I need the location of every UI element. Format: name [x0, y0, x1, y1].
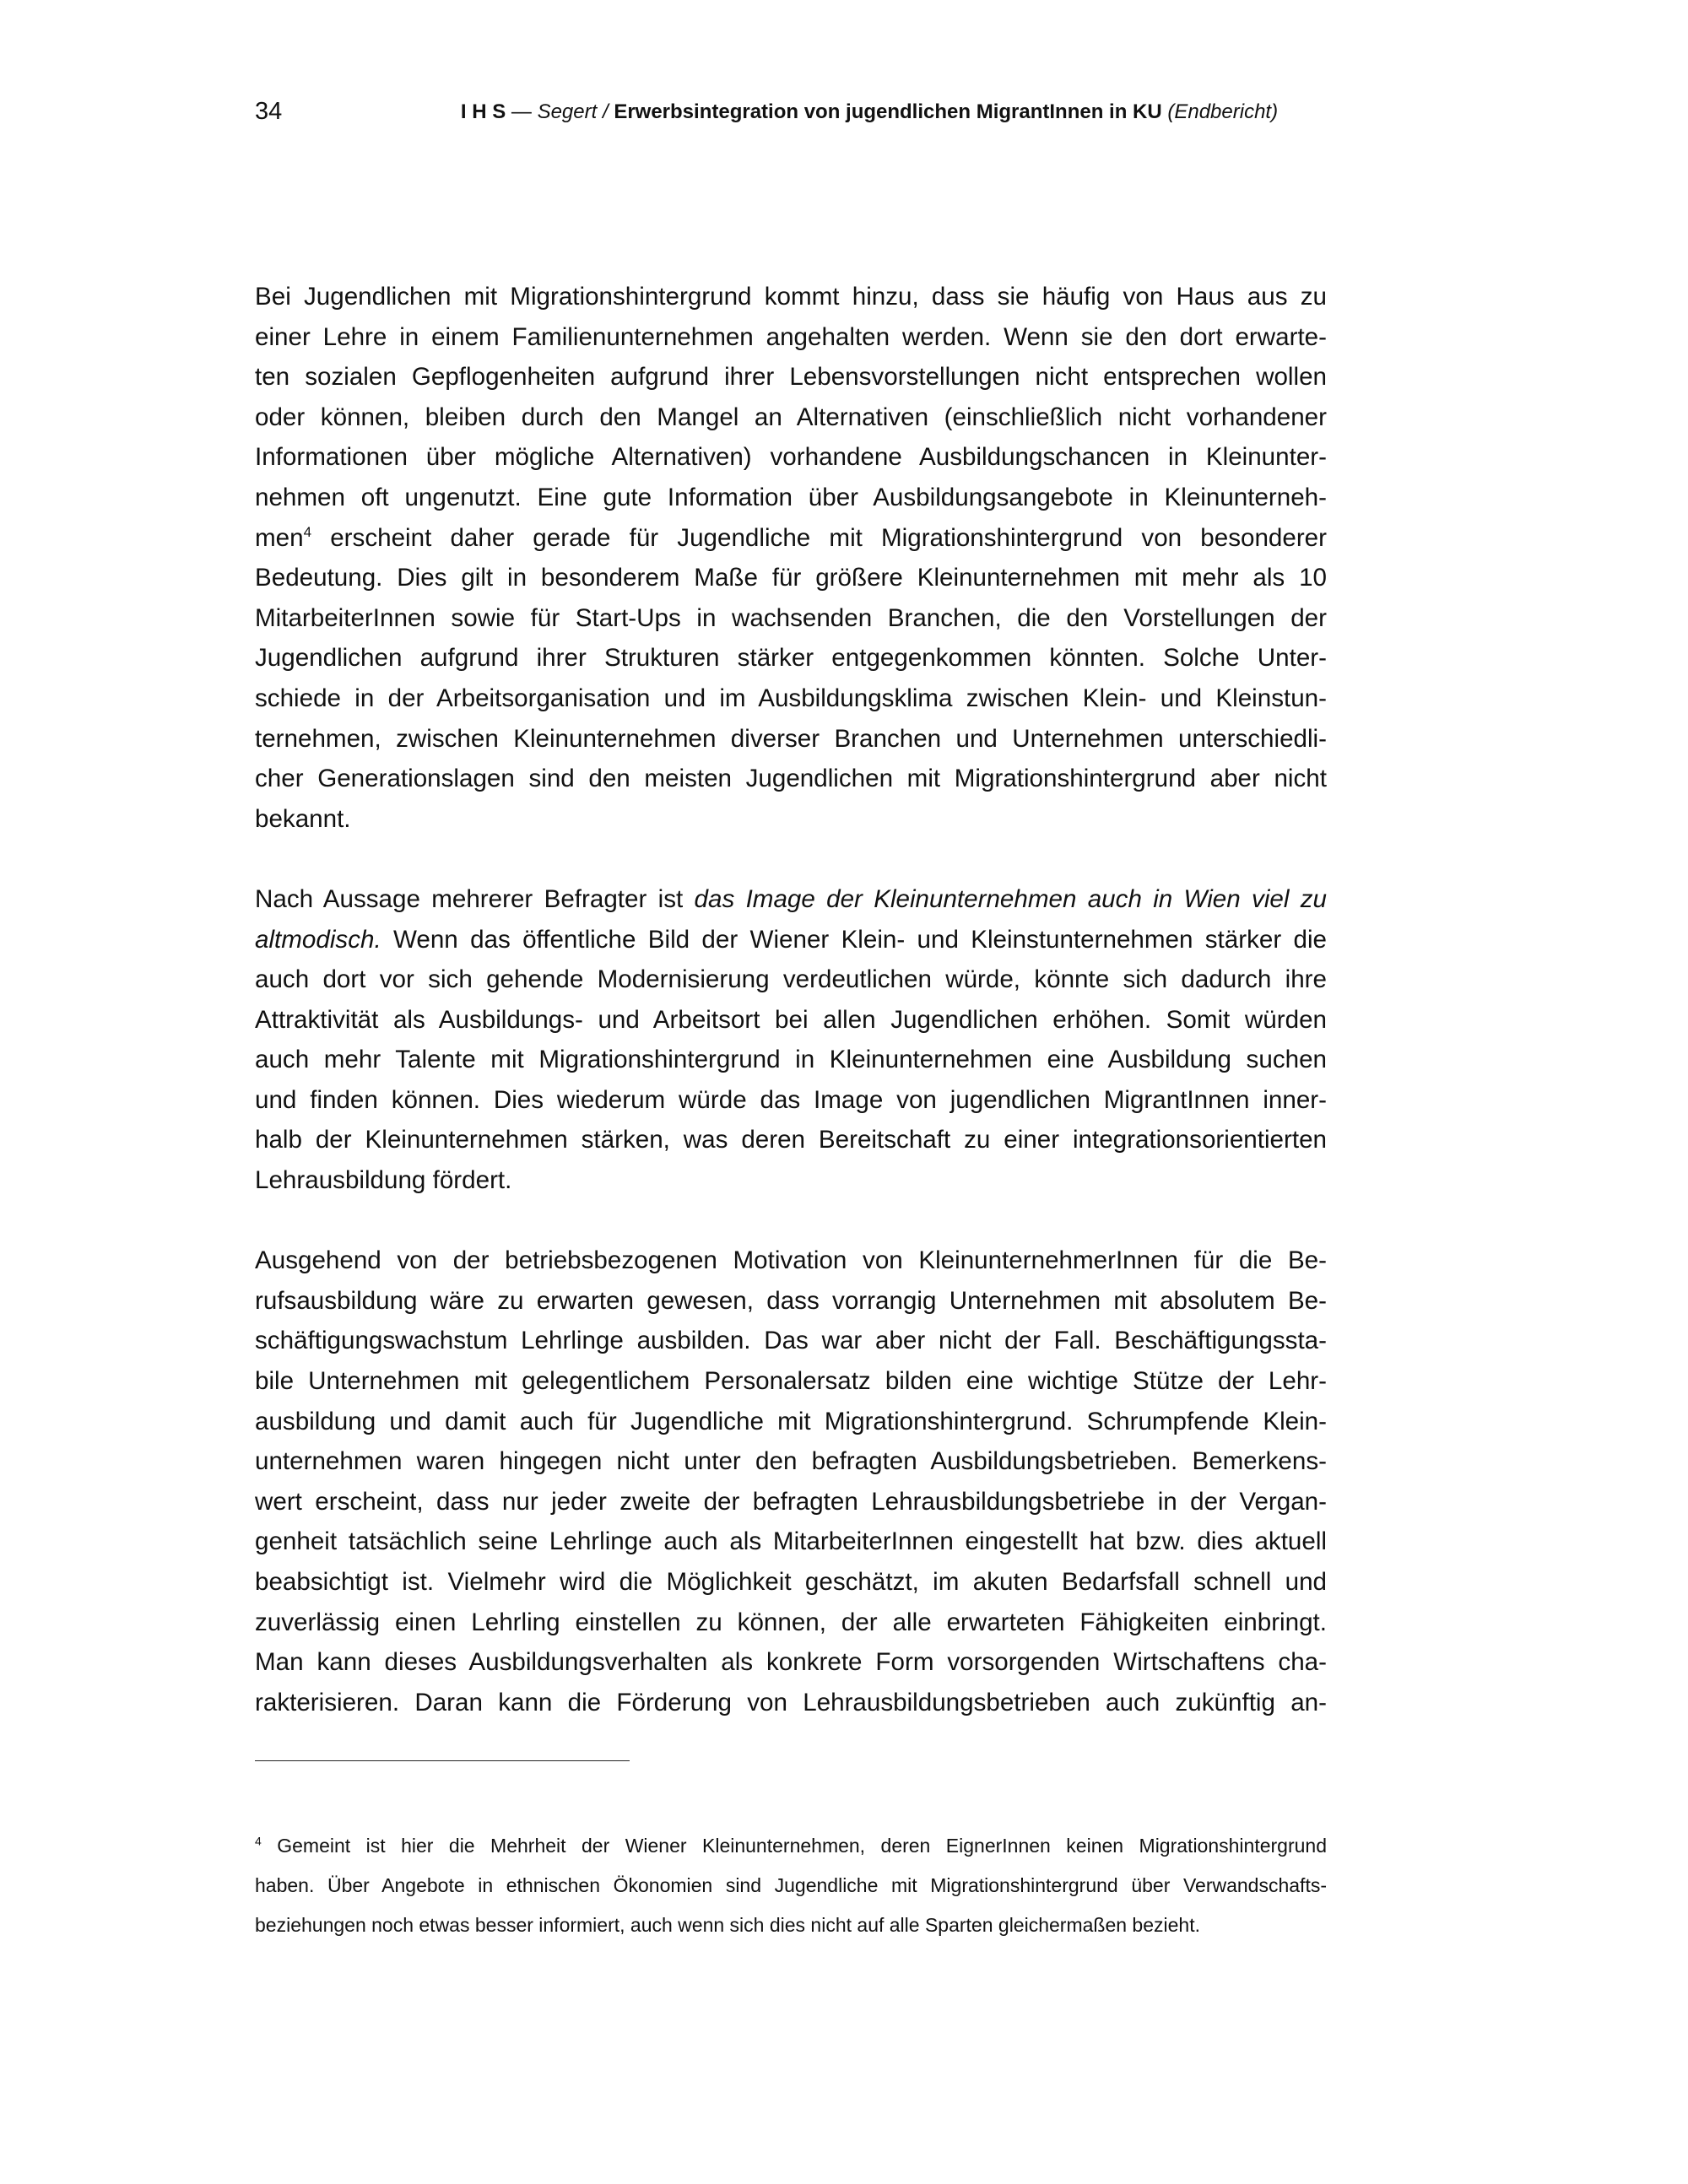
text-line: schäftigungswachstum Lehrlinge ausbilden. Das war aber nicht der Fall. Beschäftigungssta-	[255, 1327, 1327, 1355]
footnote-reference[interactable]: 4	[303, 523, 312, 540]
header-org: I H S	[460, 100, 506, 123]
text-line: oder können, bleiben durch den Mangel an Alternativen (einschließlich nicht vorhandener	[255, 403, 1327, 431]
footnote-separator	[255, 1760, 630, 1761]
paragraph-2	[255, 879, 1327, 1201]
text-line: Attraktivität als Ausbildungs- und Arbeitsort bei allen Jugendlichen erhöhen. Somit würden	[255, 1005, 1327, 1034]
header-author: Segert	[537, 100, 598, 123]
footnote-line: haben. Über Angebote in ethnischen Ökonomien sind Jugendliche mit Migrationshintergrund über Verwandschafts-	[255, 1874, 1327, 1896]
page-number: 34	[255, 98, 283, 125]
header-title: Erwerbsintegration von jugendlichen MigrantInnen in KU	[614, 100, 1162, 123]
text-line: Jugendlichen aufgrund ihrer Strukturen stärker entgegenkommen könnten. Solche Unter-	[255, 644, 1327, 673]
text-fragment: men	[255, 523, 304, 552]
footnote-line	[255, 1826, 1327, 1866]
text-line: ternehmen, zwischen Kleinunternehmen diverser Branchen und Unternehmen unterschiedli-	[255, 724, 1327, 753]
footnote-marker: 4	[255, 1834, 262, 1848]
text-line: nehmen oft ungenutzt. Eine gute Information über Ausbildungsangebote in Kleinunterneh-	[255, 483, 1327, 511]
body-text	[255, 277, 1327, 1763]
text-line: Informationen über mögliche Alternativen) vorhandene Ausbildungschancen in Kleinunter-	[255, 443, 1327, 472]
paragraph-1	[255, 277, 1327, 839]
text-line: Ausgehend von der betriebsbezogenen Motivation von KleinunternehmerInnen für die Be-	[255, 1246, 1327, 1275]
text-line: bile Unternehmen mit gelegentlichem Personalersatz bilden eine wichtige Stütze der Lehr-	[255, 1367, 1327, 1396]
text-line	[255, 879, 1327, 920]
header-slash: /	[597, 100, 614, 123]
header-dash: —	[506, 100, 538, 123]
text-line: beabsichtigt ist. Vielmehr wird die Möglichkeit geschätzt, im akuten Bedarfsfall schnell und	[255, 1568, 1327, 1596]
text-line: ausbildung und damit auch für Jugendliche mit Migrationshintergrund. Schrumpfende Klein-	[255, 1407, 1327, 1435]
text-line: unternehmen waren hingegen nicht unter den befragten Ausbildungsbetrieben. Bemerkens-	[255, 1447, 1327, 1476]
text-fragment: erscheint daher gerade für Jugendliche mit Migrationshintergrund von besonderer	[311, 523, 1327, 552]
text-line: halb der Kleinunternehmen stärken, was deren Bereitschaft zu einer integrationsorientierten	[255, 1126, 1327, 1154]
text-line: schiede in der Arbeitsorganisation und im Ausbildungsklima zwischen Klein- und Kleinstun-	[255, 684, 1327, 712]
paragraph-3	[255, 1241, 1327, 1722]
text-fragment: Nach Aussage mehrerer Befragter ist	[255, 884, 695, 913]
text-line: genheit tatsächlich seine Lehrlinge auch als MitarbeiterInnen eingestellt hat bzw. dies aktuell	[255, 1527, 1327, 1556]
running-header	[422, 99, 1317, 126]
emphasis-text: das Image der Kleinunternehmen auch in Wien viel zu	[694, 884, 1327, 913]
footnote	[255, 1826, 1327, 1945]
text-line: MitarbeiterInnen sowie für Start-Ups in wachsenden Branchen, die den Vorstellungen der	[255, 603, 1327, 632]
text-line: bekannt.	[255, 804, 351, 833]
text-line: Lehrausbildung fördert.	[255, 1166, 512, 1195]
text-line	[255, 518, 1327, 559]
text-line: Bedeutung. Dies gilt in besonderem Maße für größere Kleinunternehmen mit mehr als 10	[255, 564, 1327, 592]
text-line	[255, 920, 1327, 960]
text-line: rufsausbildung wäre zu erwarten gewesen, dass vorrangig Unternehmen mit absolutem Be-	[255, 1286, 1327, 1315]
footnote-line: beziehungen noch etwas besser informiert, auch wenn sich dies nicht auf alle Sparten gleichermaßen bezieht.	[255, 1914, 1200, 1936]
text-line: einer Lehre in einem Familienunternehmen angehalten werden. Wenn sie den dort erwarte-	[255, 322, 1327, 351]
text-line: wert erscheint, dass nur jeder zweite der befragten Lehrausbildungsbetriebe in der Vergan-	[255, 1487, 1327, 1516]
emphasis-text: altmodisch.	[255, 925, 381, 954]
header-report-type: (Endbericht)	[1167, 100, 1279, 123]
text-line: rakterisieren. Daran kann die Förderung von Lehrausbildungsbetrieben auch zukünftig an-	[255, 1688, 1327, 1716]
text-line: Man kann dieses Ausbildungsverhalten als konkrete Form vorsorgenden Wirtschaftens cha-	[255, 1648, 1327, 1677]
text-fragment: Gemeint ist hier die Mehrheit der Wiener Kleinunternehmen, deren EignerInnen keinen Migrationshintergrund	[261, 1835, 1327, 1857]
text-line: zuverlässig einen Lehrling einstellen zu können, der alle erwarteten Fähigkeiten einbringt.	[255, 1608, 1327, 1636]
text-fragment: Wenn das öffentliche Bild der Wiener Klein- und Kleinstunternehmen stärker die	[381, 925, 1327, 954]
text-line: auch dort vor sich gehende Modernisierung verdeutlichen würde, könnte sich dadurch ihre	[255, 965, 1327, 994]
text-line: Bei Jugendlichen mit Migrationshintergrund kommt hinzu, dass sie häufig von Haus aus zu	[255, 283, 1327, 311]
text-line: cher Generationslagen sind den meisten Jugendlichen mit Migrationshintergrund aber nicht	[255, 765, 1327, 793]
text-line: ten sozialen Gepflogenheiten aufgrund ihrer Lebensvorstellungen nicht entsprechen wollen	[255, 363, 1327, 392]
text-line: und finden können. Dies wiederum würde das Image von jugendlichen MigrantInnen inner-	[255, 1085, 1327, 1114]
text-line: auch mehr Talente mit Migrationshintergrund in Kleinunternehmen eine Ausbildung suchen	[255, 1046, 1327, 1074]
